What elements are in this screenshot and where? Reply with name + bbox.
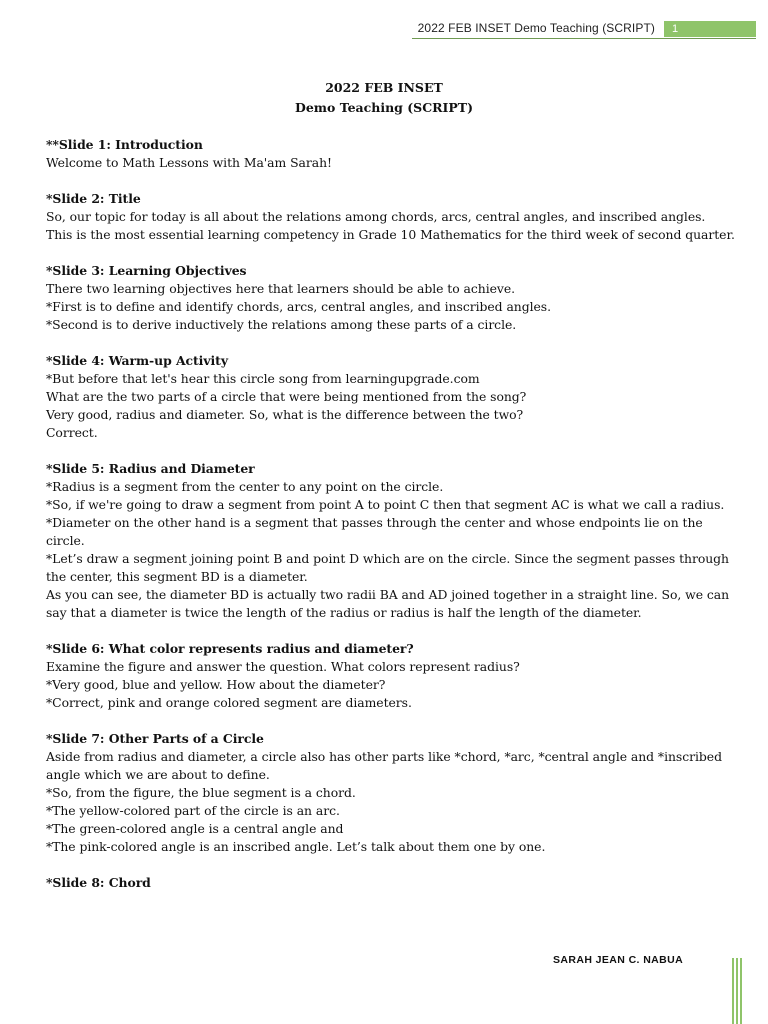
script-line: *Radius is a segment from the center to any point on the circle. [46, 479, 444, 494]
script-line: *Let’s draw a segment joining point B and point D which are on the circle. Since the segment passes through the center, this segment BD is a diameter. [46, 551, 729, 584]
footer-bar [740, 958, 742, 1024]
page-number-badge: 1 [664, 21, 756, 37]
script-line: So, our topic for today is all about the relations among chords, arcs, central angles, and inscribed angles. [46, 209, 706, 224]
slide-section [46, 136, 736, 172]
slide-section [46, 262, 736, 334]
script-line: As you can see, the diameter BD is actually two radii BA and AD joined together in a straight line. So, we can say that a diameter is twice the length of the radius or radius is half the length of the diameter. [46, 587, 730, 620]
script-line: Examine the figure and answer the question. What colors represent radius? [46, 659, 520, 674]
slide-section [46, 460, 736, 622]
slide-heading: *Slide 5: Radius and Diameter [46, 461, 255, 476]
slide-heading: *Slide 6: What color represents radius and diameter? [46, 641, 414, 656]
footer-bar [732, 958, 734, 1024]
slide-section [46, 640, 736, 712]
script-line: *Second is to derive inductively the relations among these parts of a circle. [46, 317, 517, 332]
slide-heading: *Slide 8: Chord [46, 875, 151, 890]
script-line: Aside from radius and diameter, a circle also has other parts like *chord, *arc, *central angle and *inscribed angle which we are about to define. [46, 749, 722, 782]
script-line: *So, if we're going to draw a segment from point A to point C then that segment AC is what we call a radius. [46, 497, 725, 512]
slide-section [46, 190, 736, 244]
slide-heading: **Slide 1: Introduction [46, 137, 203, 152]
footer-bar [736, 958, 738, 1024]
document-subtitle: Demo Teaching (SCRIPT) [295, 100, 473, 115]
slide-section [46, 874, 736, 892]
script-line: There two learning objectives here that learners should be able to achieve. [46, 281, 516, 296]
script-line: *So, from the figure, the blue segment is a chord. [46, 785, 356, 800]
script-line: *The pink-colored angle is an inscribed angle. Let’s talk about them one by one. [46, 839, 546, 854]
document-title: 2022 FEB INSET [325, 80, 443, 95]
script-line: *But before that let's hear this circle song from learningupgrade.com [46, 371, 480, 386]
script-line: Correct. [46, 425, 98, 440]
script-line: *Very good, blue and yellow. How about the diameter? [46, 677, 386, 692]
script-line: This is the most essential learning competency in Grade 10 Mathematics for the third week of second quarter. [46, 227, 735, 242]
script-line: Welcome to Math Lessons with Ma'am Sarah! [46, 155, 332, 170]
header-rule [412, 38, 756, 39]
script-line: *The yellow-colored part of the circle is an arc. [46, 803, 340, 818]
script-line: Very good, radius and diameter. So, what is the difference between the two? [46, 407, 524, 422]
slide-heading: *Slide 7: Other Parts of a Circle [46, 731, 264, 746]
script-line: *Correct, pink and orange colored segment are diameters. [46, 695, 412, 710]
script-line: *Diameter on the other hand is a segment that passes through the center and whose endpoints lie on the circle. [46, 515, 703, 548]
slide-section [46, 730, 736, 856]
footer-decoration [732, 958, 744, 1024]
slide-heading: *Slide 2: Title [46, 191, 141, 206]
running-header-title: 2022 FEB INSET Demo Teaching (SCRIPT) [417, 21, 655, 35]
script-line: *First is to define and identify chords, arcs, central angles, and inscribed angles. [46, 299, 551, 314]
script-line: What are the two parts of a circle that were being mentioned from the song? [46, 389, 527, 404]
slide-section [46, 352, 736, 442]
script-line: *The green-colored angle is a central angle and [46, 821, 344, 836]
author-footer: SARAH JEAN C. NABUA [553, 954, 684, 966]
script-body [46, 136, 736, 910]
slide-heading: *Slide 3: Learning Objectives [46, 263, 247, 278]
slide-heading: *Slide 4: Warm-up Activity [46, 353, 228, 368]
